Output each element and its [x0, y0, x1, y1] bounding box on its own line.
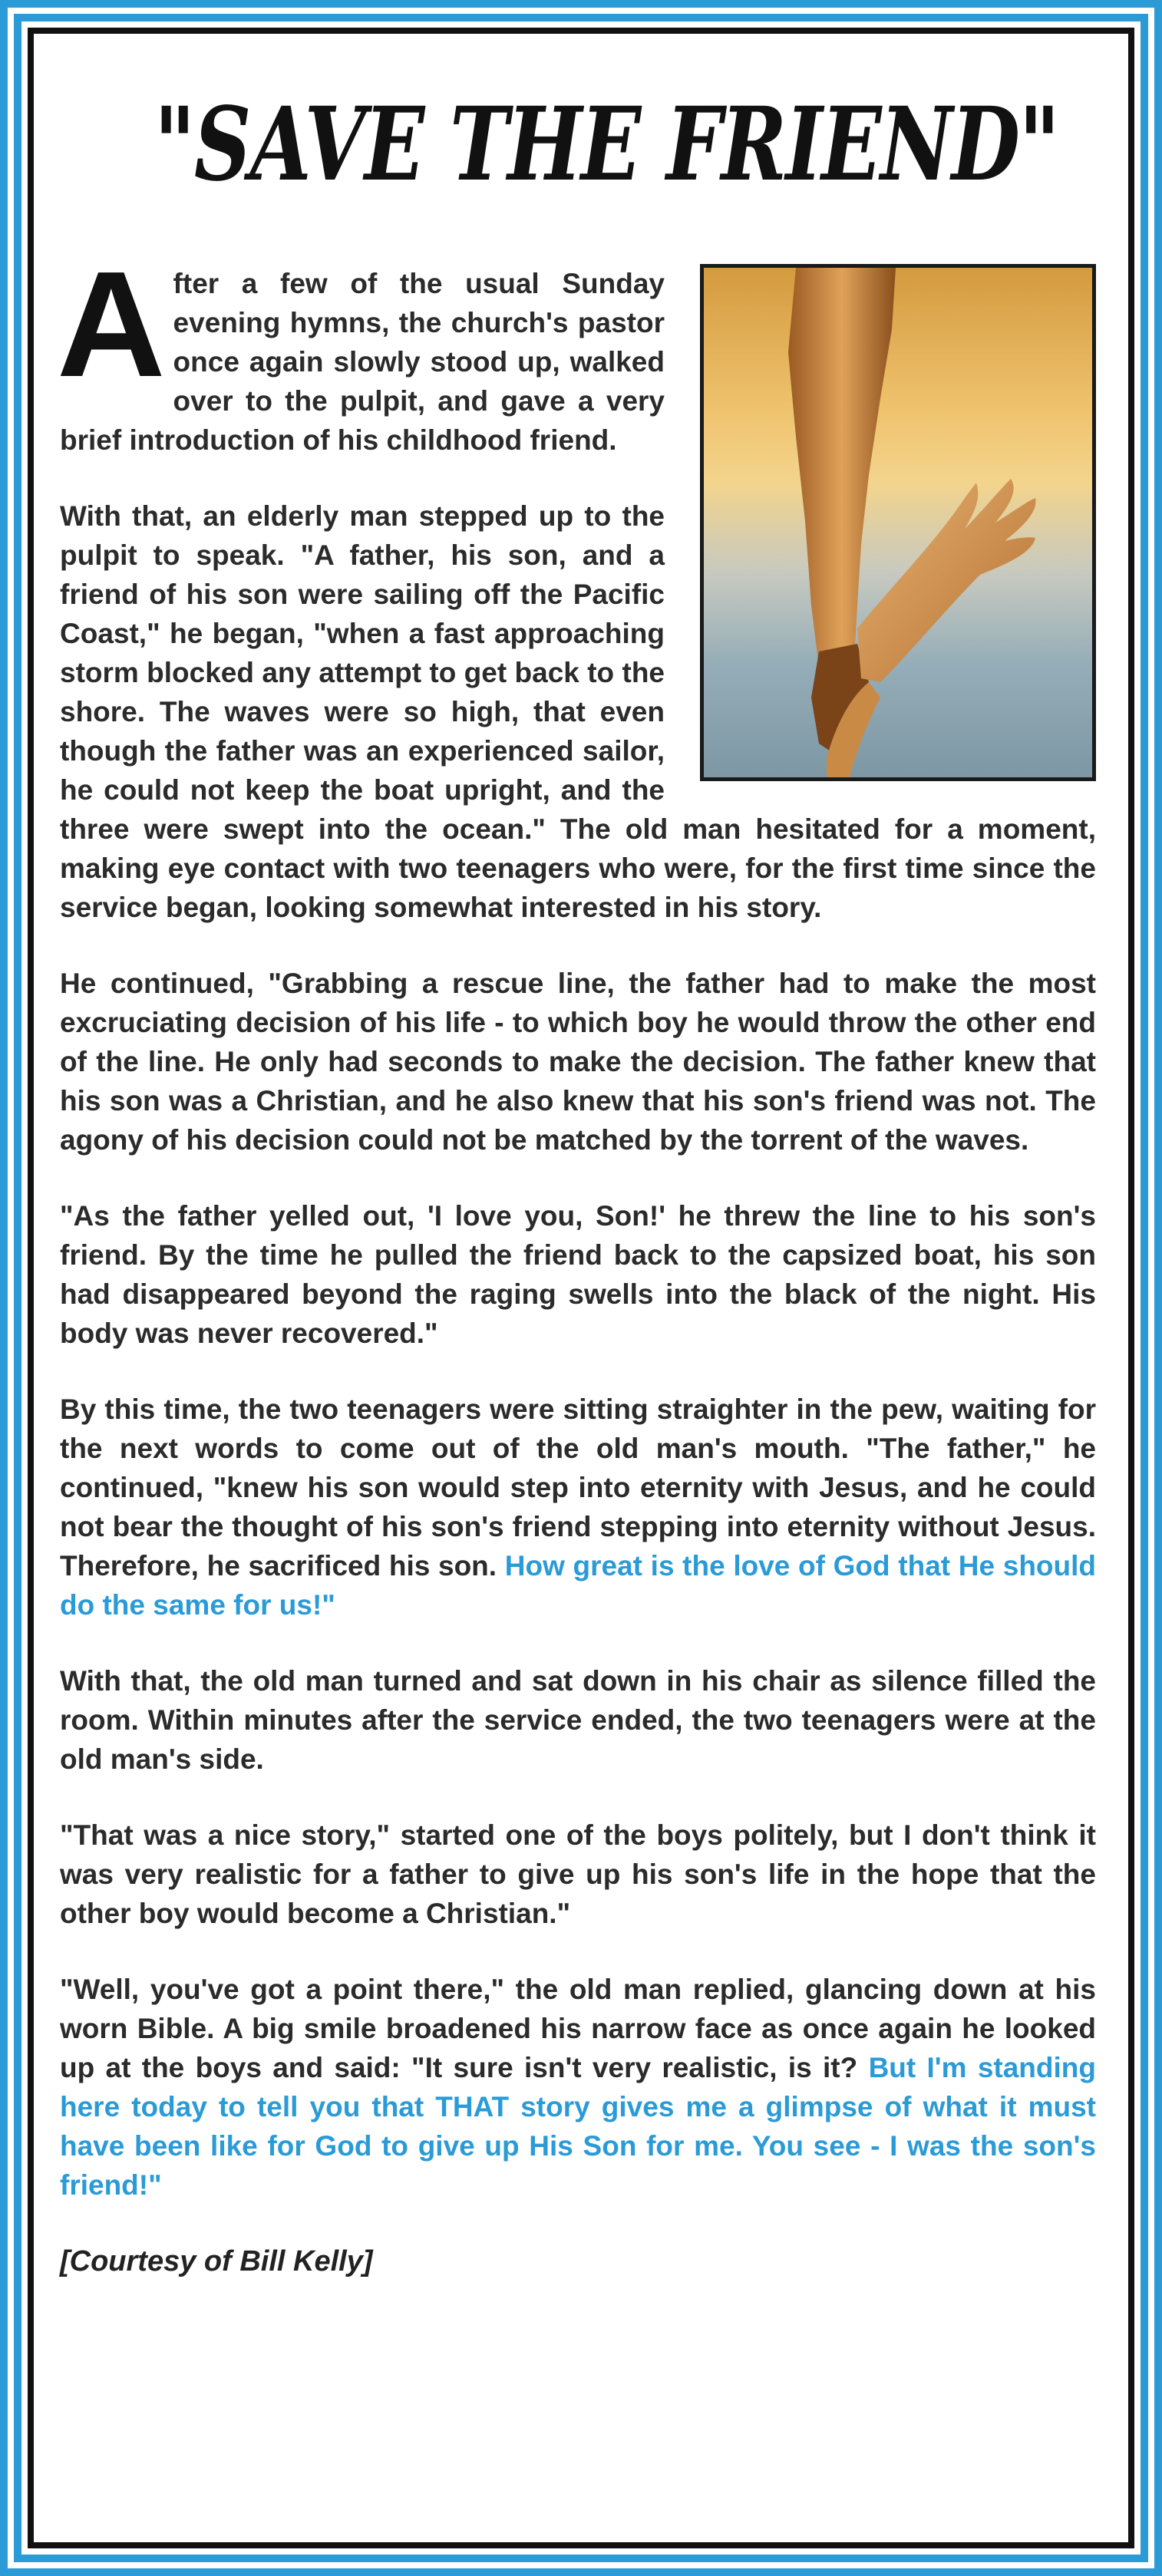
- paragraph-2: With that, an elderly man stepped up to the pulpit to speak. "A father, his son, and a friend of his son were sailing off the Pacific Coast," he began, "when a fast approaching storm blocked any attempt to get back to the shore. The waves were so high, that even though the father was an experienced sailor, he could not keep the boat upright, and the three were swept into the ocean." The old man hesitated for a moment, making eye contact with two teenagers who were, for the first time since the service began, looking somewhat interested in his story.: [60, 500, 1096, 923]
- drop-cap: A: [57, 240, 166, 408]
- paragraph-5: [60, 1390, 1096, 1624]
- paragraph-8: [60, 1970, 1096, 2205]
- paragraph-7: "That was a nice story," started one of the boys politely, but I don't think it was very realistic for a father to give up his son's life in the hope that the other boy would become a Christian.": [60, 1819, 1096, 1929]
- paragraph-1-text: fter a few of the usual Sunday evening hymns, the church's pastor once again slowly stood up, walked over to the pulpit, and gave a very brief introduction of his childhood friend.: [60, 268, 665, 456]
- paragraph-6: With that, the old man turned and sat down in his chair as silence filled the room. Within minutes after the service ended, the two teenagers were at the old man's side.: [60, 1665, 1096, 1775]
- reaching-hands-image: [700, 264, 1096, 781]
- story-body: [57, 240, 1096, 2281]
- tract-page: [34, 34, 1128, 2542]
- credit-line: [Courtesy of Bill Kelly]: [60, 2245, 373, 2278]
- paragraph-5-highlight: How great is the love of God that He should do the same for us!": [60, 1550, 1096, 1621]
- paragraph-3: He continued, "Grabbing a rescue line, the father had to make the most excruciating decision of his life - to which boy he would throw the other end of the line. He only had seconds to make the decision. The father knew that his son was a Christian, and he also knew that his son's friend was not. The agony of his decision could not be matched by the torrent of the waves.: [60, 968, 1096, 1156]
- paragraph-8-text: "Well, you've got a point there," the old man replied, glancing down at his worn Bible. A big smile broadened his narrow face as once again he looked up at the boys and said: "It sure isn't very realistic, is it?: [60, 1974, 1096, 2083]
- paragraph-4: "As the father yelled out, 'I love you, Son!' he threw the line to his son's friend. By the time he pulled the friend back to the capsized boat, his son had disappeared beyond the raging swells into the black of the night. His body was never recovered.": [60, 1200, 1096, 1349]
- reaching-hands-icon: [704, 268, 1092, 777]
- paragraph-8-highlight: But I'm standing here today to tell you that THAT story gives me a glimpse of what it must have been like for God to give up His Son for me. You see - I was the son's friend!": [60, 2052, 1096, 2201]
- paragraph-5-text: By this time, the two teenagers were sitting straighter in the pew, waiting for the next words to come out of the old man's mouth. "The father," he continued, "knew his son would step into eternity with Jesus, and he could not bear the thought of his son's friend stepping into eternity without Jesus. Therefore, he sacrificed his son.: [60, 1394, 1096, 1582]
- page-title: "SAVE THE FRIEND": [154, 85, 1059, 204]
